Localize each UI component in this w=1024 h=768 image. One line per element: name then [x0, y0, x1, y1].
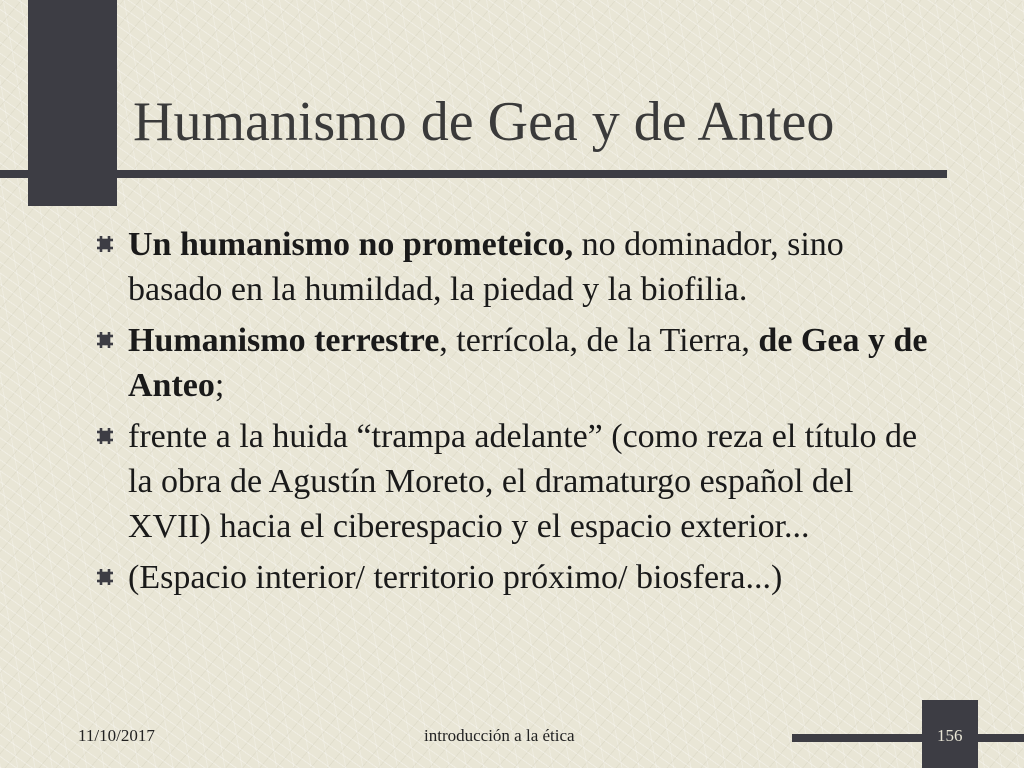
hash-square-bullet-icon: [96, 568, 114, 586]
bullet-text-bold: de Gea y de Anteo: [128, 322, 928, 404]
hash-square-bullet-icon: [96, 235, 114, 253]
hash-square-bullet-glyph: [96, 331, 114, 349]
bullet-item: [92, 555, 942, 600]
hash-square-bullet-icon: [96, 427, 114, 445]
hash-square-bullet-glyph: [96, 235, 114, 253]
bullet-text: ;: [214, 367, 225, 404]
footer-date: 11/10/2017: [78, 726, 155, 745]
bullet-text-bold: Un humanismo no prometeico,: [128, 226, 574, 263]
hash-square-bullet-glyph: [96, 427, 114, 445]
hash-square-bullet-icon: [96, 331, 114, 349]
bullet-text: , terrícola, de la Tierra,: [439, 322, 759, 359]
page-number: 156: [937, 726, 963, 745]
bullet-text: (Espacio interior/ territorio próximo/ biosfera...): [128, 559, 783, 596]
slide-title: Humanismo de Gea y de Anteo: [133, 91, 835, 153]
bullet-item: [92, 222, 942, 312]
bullet-text: no dominador, sino basado en la humildad, la piedad y la biofilia.: [128, 226, 844, 308]
bullet-item: [92, 414, 942, 549]
bullet-text-bold: Humanismo terrestre: [128, 322, 440, 359]
title-underline-bar: [0, 170, 947, 178]
bullet-item: [92, 318, 942, 408]
footer-accent-bar: [792, 734, 1024, 742]
bullet-text: frente a la huida “trampa adelante” (como reza el título de la obra de Agustín Moreto, el dramaturgo español del XVII) hacia el ciberespacio y el espacio exterior...: [128, 418, 918, 545]
footer-title: introducción a la ética: [424, 726, 575, 745]
hash-square-bullet-glyph: [96, 568, 114, 586]
bullet-list: [92, 222, 942, 600]
